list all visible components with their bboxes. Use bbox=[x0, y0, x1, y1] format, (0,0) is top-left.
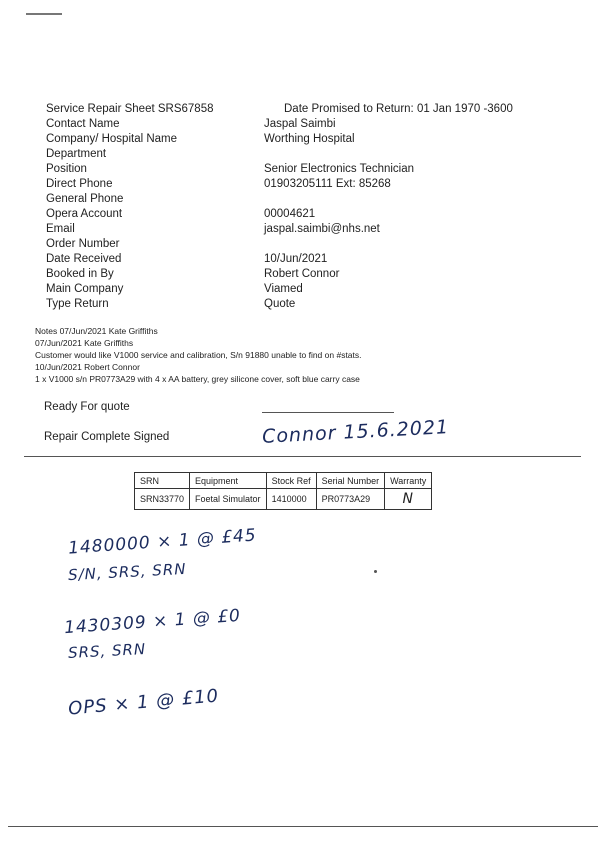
column-header: SRN bbox=[135, 473, 190, 489]
field-label: Main Company bbox=[46, 283, 124, 295]
field-value: 00004621 bbox=[264, 208, 316, 220]
scan-mark bbox=[26, 13, 62, 15]
field-value: Viamed bbox=[264, 283, 303, 295]
field-value: 10/Jun/2021 bbox=[264, 253, 328, 265]
table-cell: PR0773A29 bbox=[316, 489, 385, 510]
field-value: 01903205111 Ext: 85268 bbox=[264, 178, 391, 190]
field-value: Senior Electronics Technician bbox=[264, 163, 415, 175]
field-value: Robert Connor bbox=[264, 268, 340, 280]
column-header: Serial Number bbox=[316, 473, 385, 489]
column-header: Stock Ref bbox=[266, 473, 316, 489]
field-value: Worthing Hospital bbox=[264, 133, 355, 145]
field-label: Direct Phone bbox=[46, 178, 113, 190]
note-line: Notes 07/Jun/2021 Kate Griffiths bbox=[35, 326, 158, 336]
date-promised: Date Promised to Return: 01 Jan 1970 -3600 bbox=[284, 103, 513, 115]
handwritten-line: 1430309 × 1 @ £0 bbox=[63, 605, 242, 639]
field-label: Email bbox=[46, 223, 75, 235]
note-line: 10/Jun/2021 Robert Connor bbox=[35, 362, 140, 372]
field-label: Department bbox=[46, 148, 107, 160]
note-line: Customer would like V1000 service and calibration, S/n 91880 unable to find on #stats. bbox=[35, 350, 362, 360]
field-label: Order Number bbox=[46, 238, 120, 250]
handwritten-line: S/N, SRS, SRN bbox=[67, 559, 187, 585]
field-label: Opera Account bbox=[46, 208, 123, 220]
field-label: Type Return bbox=[46, 298, 109, 310]
table-header-row bbox=[135, 473, 432, 489]
handwritten-line: OPS × 1 @ £10 bbox=[67, 685, 220, 720]
field-label: Company/ Hospital Name bbox=[46, 133, 178, 145]
warranty-cell: N bbox=[385, 489, 432, 510]
field-label: Contact Name bbox=[46, 118, 120, 130]
section-divider bbox=[24, 456, 581, 457]
ready-signature-line bbox=[262, 412, 394, 413]
field-value: Quote bbox=[264, 298, 296, 310]
page-bottom-rule bbox=[8, 826, 598, 827]
field-value: Jaspal Saimbi bbox=[264, 118, 336, 130]
note-line: 1 x V1000 s/n PR0773A29 with 4 x AA battery, grey silicone cover, soft blue carry case bbox=[35, 374, 360, 384]
equipment-table bbox=[134, 472, 432, 510]
field-value: jaspal.saimbi@nhs.net bbox=[264, 223, 380, 235]
handwritten-line: 1480000 × 1 @ £45 bbox=[67, 525, 258, 559]
field-label: Date Received bbox=[46, 253, 122, 265]
handwritten-signature: Connor 15.6.2021 bbox=[261, 416, 450, 448]
table-cell: 1410000 bbox=[266, 489, 316, 510]
table-cell: SRN33770 bbox=[135, 489, 190, 510]
column-header: Equipment bbox=[190, 473, 267, 489]
handwritten-line: SRS, SRN bbox=[67, 639, 147, 663]
repair-complete-label: Repair Complete Signed bbox=[44, 431, 170, 443]
column-header: Warranty bbox=[385, 473, 432, 489]
field-label: Position bbox=[46, 163, 87, 175]
field-label: General Phone bbox=[46, 193, 124, 205]
note-line: 07/Jun/2021 Kate Griffiths bbox=[35, 338, 134, 348]
scan-speck bbox=[374, 570, 377, 573]
table-row bbox=[135, 489, 432, 510]
table-cell: Foetal Simulator bbox=[190, 489, 267, 510]
sheet-title: Service Repair Sheet SRS67858 bbox=[46, 103, 214, 115]
field-label: Booked in By bbox=[46, 268, 114, 280]
ready-for-quote-label: Ready For quote bbox=[44, 401, 130, 413]
